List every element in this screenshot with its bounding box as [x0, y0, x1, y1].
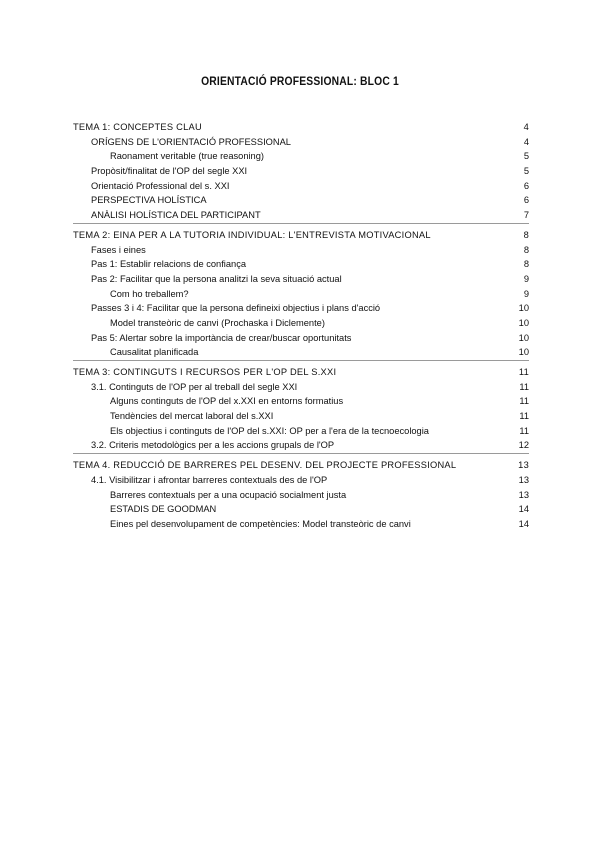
- table-of-contents: [73, 120, 529, 536]
- toc-entry-page: 8: [523, 259, 529, 270]
- toc-entry[interactable]: [73, 179, 529, 194]
- toc-section-tema-2: [73, 228, 529, 361]
- toc-entry[interactable]: [73, 488, 529, 503]
- toc-entry[interactable]: [73, 272, 529, 287]
- toc-entry-page: 6: [523, 180, 529, 191]
- toc-entry-label: TEMA 3: CONTINGUTS I RECURSOS PER L'OP DEL S.XXI: [73, 367, 337, 377]
- toc-entry-page: 5: [523, 166, 529, 177]
- toc-entry-label: ORÍGENS DE L'ORIENTACIÓ PROFESSIONAL: [91, 136, 291, 147]
- toc-entry-label: Barreres contextuals per a una ocupació socialment justa: [110, 489, 347, 500]
- toc-entry-page: 14: [518, 504, 529, 515]
- toc-entry[interactable]: [73, 438, 529, 453]
- toc-entry-page: 11: [519, 396, 529, 407]
- toc-entry-page: 11: [518, 367, 529, 377]
- toc-entry-label: 3.1. Continguts de l'OP per al treball del segle XXI: [91, 381, 298, 392]
- toc-entry-label: ESTADIS DE GOODMAN: [110, 504, 217, 515]
- toc-entry-label: ANÀLISI HOLÍSTICA DEL PARTICIPANT: [91, 210, 261, 221]
- toc-section-tema-3: [73, 365, 529, 454]
- toc-entry-label: 4.1. Visibilitzar i afrontar barreres contextuals des de l'OP: [91, 474, 328, 485]
- toc-entry[interactable]: [73, 316, 529, 331]
- toc-entry[interactable]: [73, 345, 529, 360]
- toc-entry-page: 11: [519, 425, 529, 436]
- toc-entry[interactable]: [73, 257, 529, 272]
- toc-entry-label: Pas 1: Establir relacions de confiança: [91, 259, 247, 270]
- toc-entry[interactable]: [73, 394, 529, 409]
- toc-entry-page: 8: [523, 244, 529, 255]
- toc-entry-label: Els objectius i continguts de l'OP del s.XXI: OP per a l'era de la tecnoecologia: [110, 425, 429, 436]
- toc-entry-page: 5: [523, 151, 529, 162]
- toc-entry-label: Alguns continguts de l'OP del x.XXI en entorns formatius: [110, 396, 344, 407]
- toc-entry-label: Tendències del mercat laboral del s.XXI: [110, 411, 274, 422]
- toc-entry-page: 10: [518, 317, 529, 328]
- toc-entry-label: Orientació Professional del s. XXI: [91, 180, 230, 191]
- toc-entry[interactable]: [73, 301, 529, 316]
- toc-section-tema-1: [73, 120, 529, 224]
- toc-entry-label: Causalitat planificada: [110, 347, 199, 358]
- toc-entry-label: Eines pel desenvolupament de competències: Model transteòric de canvi: [110, 518, 411, 529]
- toc-entry[interactable]: [73, 243, 529, 258]
- toc-entry-page: 13: [518, 489, 529, 500]
- toc-entry-label: TEMA 2: EINA PER A LA TUTORIA INDIVIDUAL: L'ENTREVISTA MOTIVACIONAL: [73, 229, 431, 240]
- toc-entry-label: Raonament veritable (true reasoning): [110, 151, 264, 162]
- toc-entry-page: 9: [523, 288, 529, 299]
- toc-entry-label: PERSPECTIVA HOLÍSTICA: [91, 195, 207, 206]
- toc-entry[interactable]: [73, 228, 529, 243]
- toc-entry[interactable]: [73, 135, 529, 150]
- toc-entry-page: 10: [518, 303, 529, 314]
- toc-entry[interactable]: [73, 287, 529, 302]
- toc-entry[interactable]: [73, 424, 529, 439]
- document-title: ORIENTACIÓ PROFESSIONAL: BLOC 1: [201, 74, 399, 88]
- toc-entry[interactable]: [73, 473, 529, 488]
- toc-entry[interactable]: [73, 149, 529, 164]
- toc-entry-label: Fases i eines: [91, 244, 146, 255]
- toc-entry-label: TEMA 4. REDUCCIÓ DE BARRERES PEL DESENV. DEL PROJECTE PROFESSIONAL: [73, 460, 457, 471]
- toc-entry-label: Passes 3 i 4: Facilitar que la persona defineixi objectius i plans d'acció: [91, 303, 381, 314]
- toc-entry-page: 10: [518, 347, 529, 358]
- toc-entry[interactable]: [73, 193, 529, 208]
- toc-entry-label: Model transteòric de canvi (Prochaska i Diclemente): [110, 317, 325, 328]
- toc-entry-page: 14: [518, 518, 529, 529]
- toc-entry-page: 13: [518, 460, 529, 471]
- toc-entry[interactable]: [73, 380, 529, 395]
- toc-entry-page: 4: [523, 122, 529, 132]
- toc-entry[interactable]: [73, 208, 529, 223]
- toc-entry-page: 12: [518, 440, 529, 451]
- toc-entry-page: 9: [523, 273, 529, 284]
- toc-entry-page: 6: [523, 195, 529, 206]
- toc-entry[interactable]: [73, 164, 529, 179]
- toc-entry-label: Propòsit/finalitat de l'OP del segle XXI: [91, 166, 248, 177]
- toc-entry-page: 4: [523, 136, 529, 147]
- toc-entry-page: 10: [518, 332, 529, 343]
- toc-entry-page: 11: [519, 381, 529, 392]
- toc-entry-page: 7: [523, 210, 529, 221]
- toc-entry[interactable]: [73, 331, 529, 346]
- toc-entry-label: Com ho treballem?: [110, 288, 189, 299]
- toc-entry-page: 8: [523, 229, 529, 240]
- toc-section-tema-4: [73, 458, 529, 531]
- toc-entry-label: Pas 5: Alertar sobre la importància de crear/buscar oportunitats: [91, 332, 352, 343]
- toc-entry[interactable]: [73, 120, 529, 135]
- toc-entry[interactable]: [73, 365, 529, 380]
- toc-entry-label: TEMA 1: CONCEPTES CLAU: [73, 122, 202, 132]
- toc-entry-page: 13: [518, 474, 529, 485]
- toc-entry[interactable]: [73, 409, 529, 424]
- toc-entry[interactable]: [73, 458, 529, 473]
- toc-entry[interactable]: [73, 517, 529, 532]
- toc-entry-label: 3.2. Criteris metodològics per a les accions grupals de l'OP: [91, 440, 335, 451]
- toc-entry-page: 11: [519, 411, 529, 422]
- toc-entry[interactable]: [73, 502, 529, 517]
- toc-entry-label: Pas 2: Facilitar que la persona analitzi la seva situació actual: [91, 273, 342, 284]
